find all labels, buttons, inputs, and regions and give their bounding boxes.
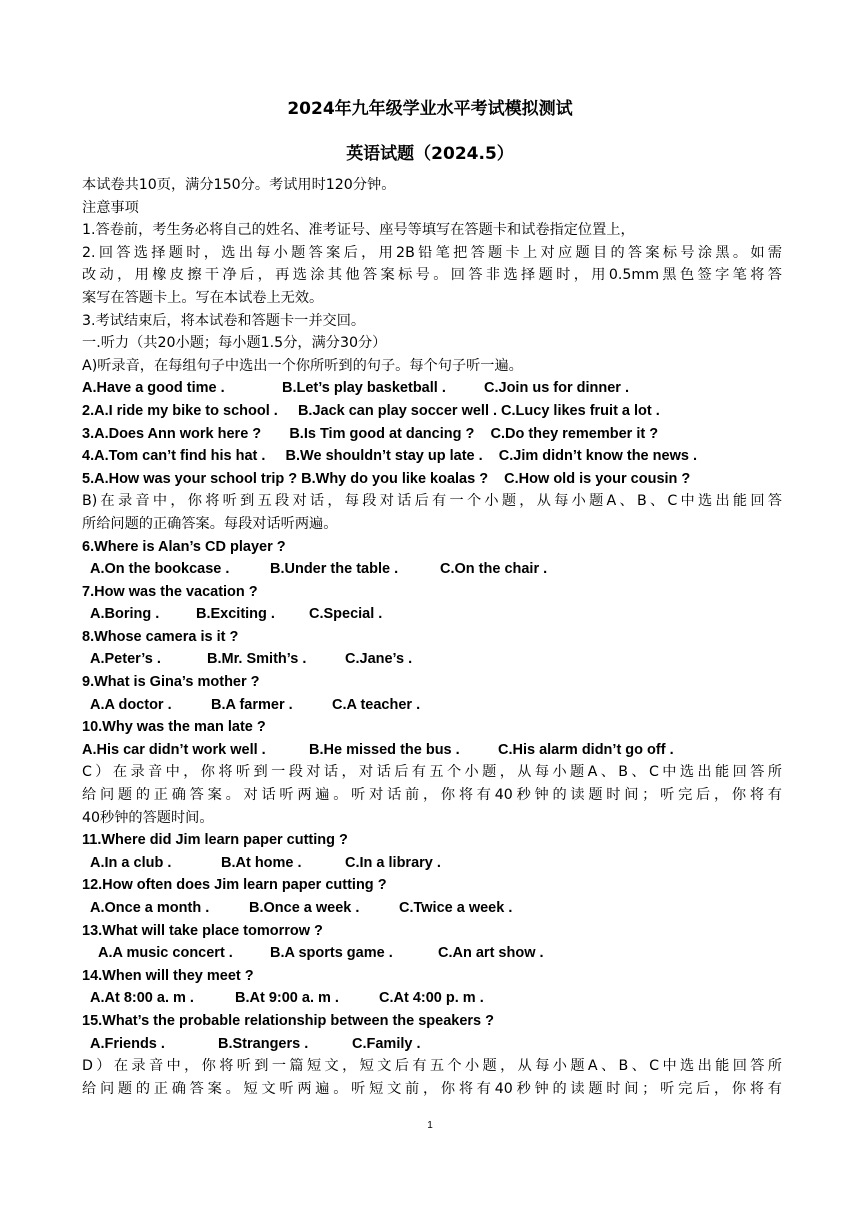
exam-body	[82, 174, 782, 1100]
q12-option-c: C.Twice a week .	[399, 900, 513, 916]
note-2-line-2: 改动，用橡皮擦干净后，再选涂其他答案标号。回答非选择题时，用0.5mm黑色签字笔将答	[82, 267, 782, 284]
q1-option-b: B.Let’s play basketball .	[282, 380, 446, 397]
question-15: 15.What’s the probable relationship between the speakers ?	[82, 1012, 495, 1029]
q6-option-a: A.On the bookcase .	[90, 561, 230, 578]
question-9: 9.What is Gina’s mother ?	[82, 674, 260, 691]
q9-option-c: C.A teacher .	[332, 696, 421, 713]
note-1: 1.答卷前，考生务必将自己的姓名、准考证号、座号等填写在答题卡和试卷指定位置上，	[82, 222, 635, 239]
question-3: 3.A.Does Ann work here ? B.Is Tim good at dancing ? C.Do they remember it ?	[82, 425, 659, 442]
q13-option-c: C.An art show .	[438, 945, 544, 962]
notes-heading: 注意事项	[82, 199, 139, 216]
q14-option-c: C.At 4:00 p. m .	[379, 990, 484, 1007]
q8-options	[82, 648, 782, 671]
note-2-line-1: 2.回答选择题时，选出每小题答案后，用2B铅笔把答题卡上对应题目的答案标号涂黑。如需	[82, 244, 782, 261]
question-6: 6.Where is Alan’s CD player ?	[82, 538, 286, 555]
q6-option-c: C.On the chair .	[440, 561, 548, 578]
q14-option-a: A.At 8:00 a. m .	[90, 990, 194, 1007]
q12-options	[82, 897, 782, 920]
question-8: 8.Whose camera is it ?	[82, 628, 239, 645]
question-14: 14.When will they meet ?	[82, 967, 254, 984]
q7-options	[82, 603, 782, 626]
question-5: 5.A.How was your school trip ? B.Why do you like koalas ? C.How old is your cousin ?	[82, 470, 691, 487]
q12-option-b: B.Once a week .	[249, 900, 360, 916]
q15-options	[82, 1033, 782, 1056]
q13-option-a: A.A music concert .	[98, 945, 233, 962]
question-1	[82, 377, 782, 400]
q15-option-b: B.Strangers .	[218, 1035, 309, 1052]
q12-option-a: A.Once a month .	[90, 900, 210, 916]
part-b-instructions-line-1: B)在录音中，你将听到五段对话，每段对话后有一个小题，从每小题A、B、C中选出能回答	[82, 493, 782, 510]
question-7: 7.How was the vacation ?	[82, 583, 258, 600]
q9-options	[82, 694, 782, 717]
q7-option-c: C.Special .	[309, 606, 383, 623]
q9-option-b: B.A farmer .	[211, 696, 293, 713]
q13-options	[82, 942, 782, 965]
question-11: 11.Where did Jim learn paper cutting ?	[82, 832, 348, 849]
q11-options	[82, 852, 782, 875]
question-10: 10.Why was the man late ?	[82, 719, 266, 736]
q10-option-b: B.He missed the bus .	[309, 741, 460, 758]
q8-option-b: B.Mr. Smith’s .	[207, 651, 307, 668]
part-c-instructions-line-3: 40秒钟的答题时间。	[82, 809, 214, 826]
q15-option-a: A.Friends .	[90, 1035, 165, 1052]
q8-option-a: A.Peter’s .	[90, 651, 161, 668]
part-c-instructions-line-2: 给问题的正确答案。对话听两遍。听对话前，你将有40秒钟的读题时间；听完后，你将有	[82, 787, 782, 804]
q10-option-a: A.His car didn’t work well .	[82, 741, 266, 758]
question-13: 13.What will take place tomorrow ?	[82, 922, 323, 939]
q11-option-b: B.At home .	[221, 854, 302, 871]
page-subtitle: 英语试题（2024.5）	[346, 144, 514, 164]
q7-option-b: B.Exciting .	[196, 606, 275, 623]
question-12: 12.How often does Jim learn paper cutting ?	[82, 877, 387, 894]
q11-option-c: C.In a library .	[345, 854, 441, 871]
q8-option-c: C.Jane’s .	[345, 651, 413, 668]
page-title: 2024年九年级学业水平考试模拟测试	[287, 99, 573, 119]
q1-option-c: C.Join us for dinner .	[484, 380, 630, 397]
q15-option-c: C.Family .	[352, 1035, 421, 1052]
q9-option-a: A.A doctor .	[90, 696, 172, 713]
note-2-line-3: 案写在答题卡上。写在本试卷上无效。	[82, 289, 324, 306]
q6-option-b: B.Under the table .	[270, 561, 399, 578]
q10-option-c: C.His alarm didn’t go off .	[498, 741, 674, 758]
q7-option-a: A.Boring .	[90, 606, 160, 623]
q11-option-a: A.In a club .	[90, 854, 172, 871]
note-3: 3.考试结束后，将本试卷和答题卡一并交回。	[82, 312, 366, 329]
part-d-instructions-line-1: D）在录音中，你将听到一篇短文，短文后有五个小题，从每小题A、B、C中选出能回答所	[82, 1058, 782, 1075]
question-4: 4.A.Tom can’t find his hat . B.We shouldn’t stay up late . C.Jim didn’t know the news .	[82, 448, 697, 465]
question-2: 2.A.I ride my bike to school . B.Jack can play soccer well . C.Lucy likes fruit a lot .	[82, 402, 660, 419]
q14-options	[82, 987, 782, 1010]
q1-option-a: A.Have a good time .	[82, 380, 225, 397]
page-number: 1	[427, 1120, 433, 1131]
part-b-instructions-line-2: 所给问题的正确答案。每段对话听两遍。	[82, 515, 338, 532]
part-c-instructions-line-1: C）在录音中，你将听到一段对话，对话后有五个小题，从每小题A、B、C中选出能回答所	[82, 764, 782, 781]
section-listening-heading: 一.听力（共20小题；每小题1.5分，满分30分）	[82, 335, 387, 352]
q6-options	[82, 558, 782, 581]
q10-options	[82, 739, 782, 762]
part-d-instructions-line-2: 给问题的正确答案。短文听两遍。听短文前，你将有40秒钟的读题时间；听完后，你将有	[82, 1080, 782, 1097]
q13-option-b: B.A sports game .	[270, 945, 393, 962]
intro-text: 本试卷共10页，满分150分。考试用时120分钟。	[82, 177, 396, 193]
part-a-instructions: A)听录音，在每组句子中选出一个你所听到的句子。每个句子听一遍。	[82, 357, 523, 374]
q14-option-b: B.At 9:00 a. m .	[235, 990, 339, 1007]
